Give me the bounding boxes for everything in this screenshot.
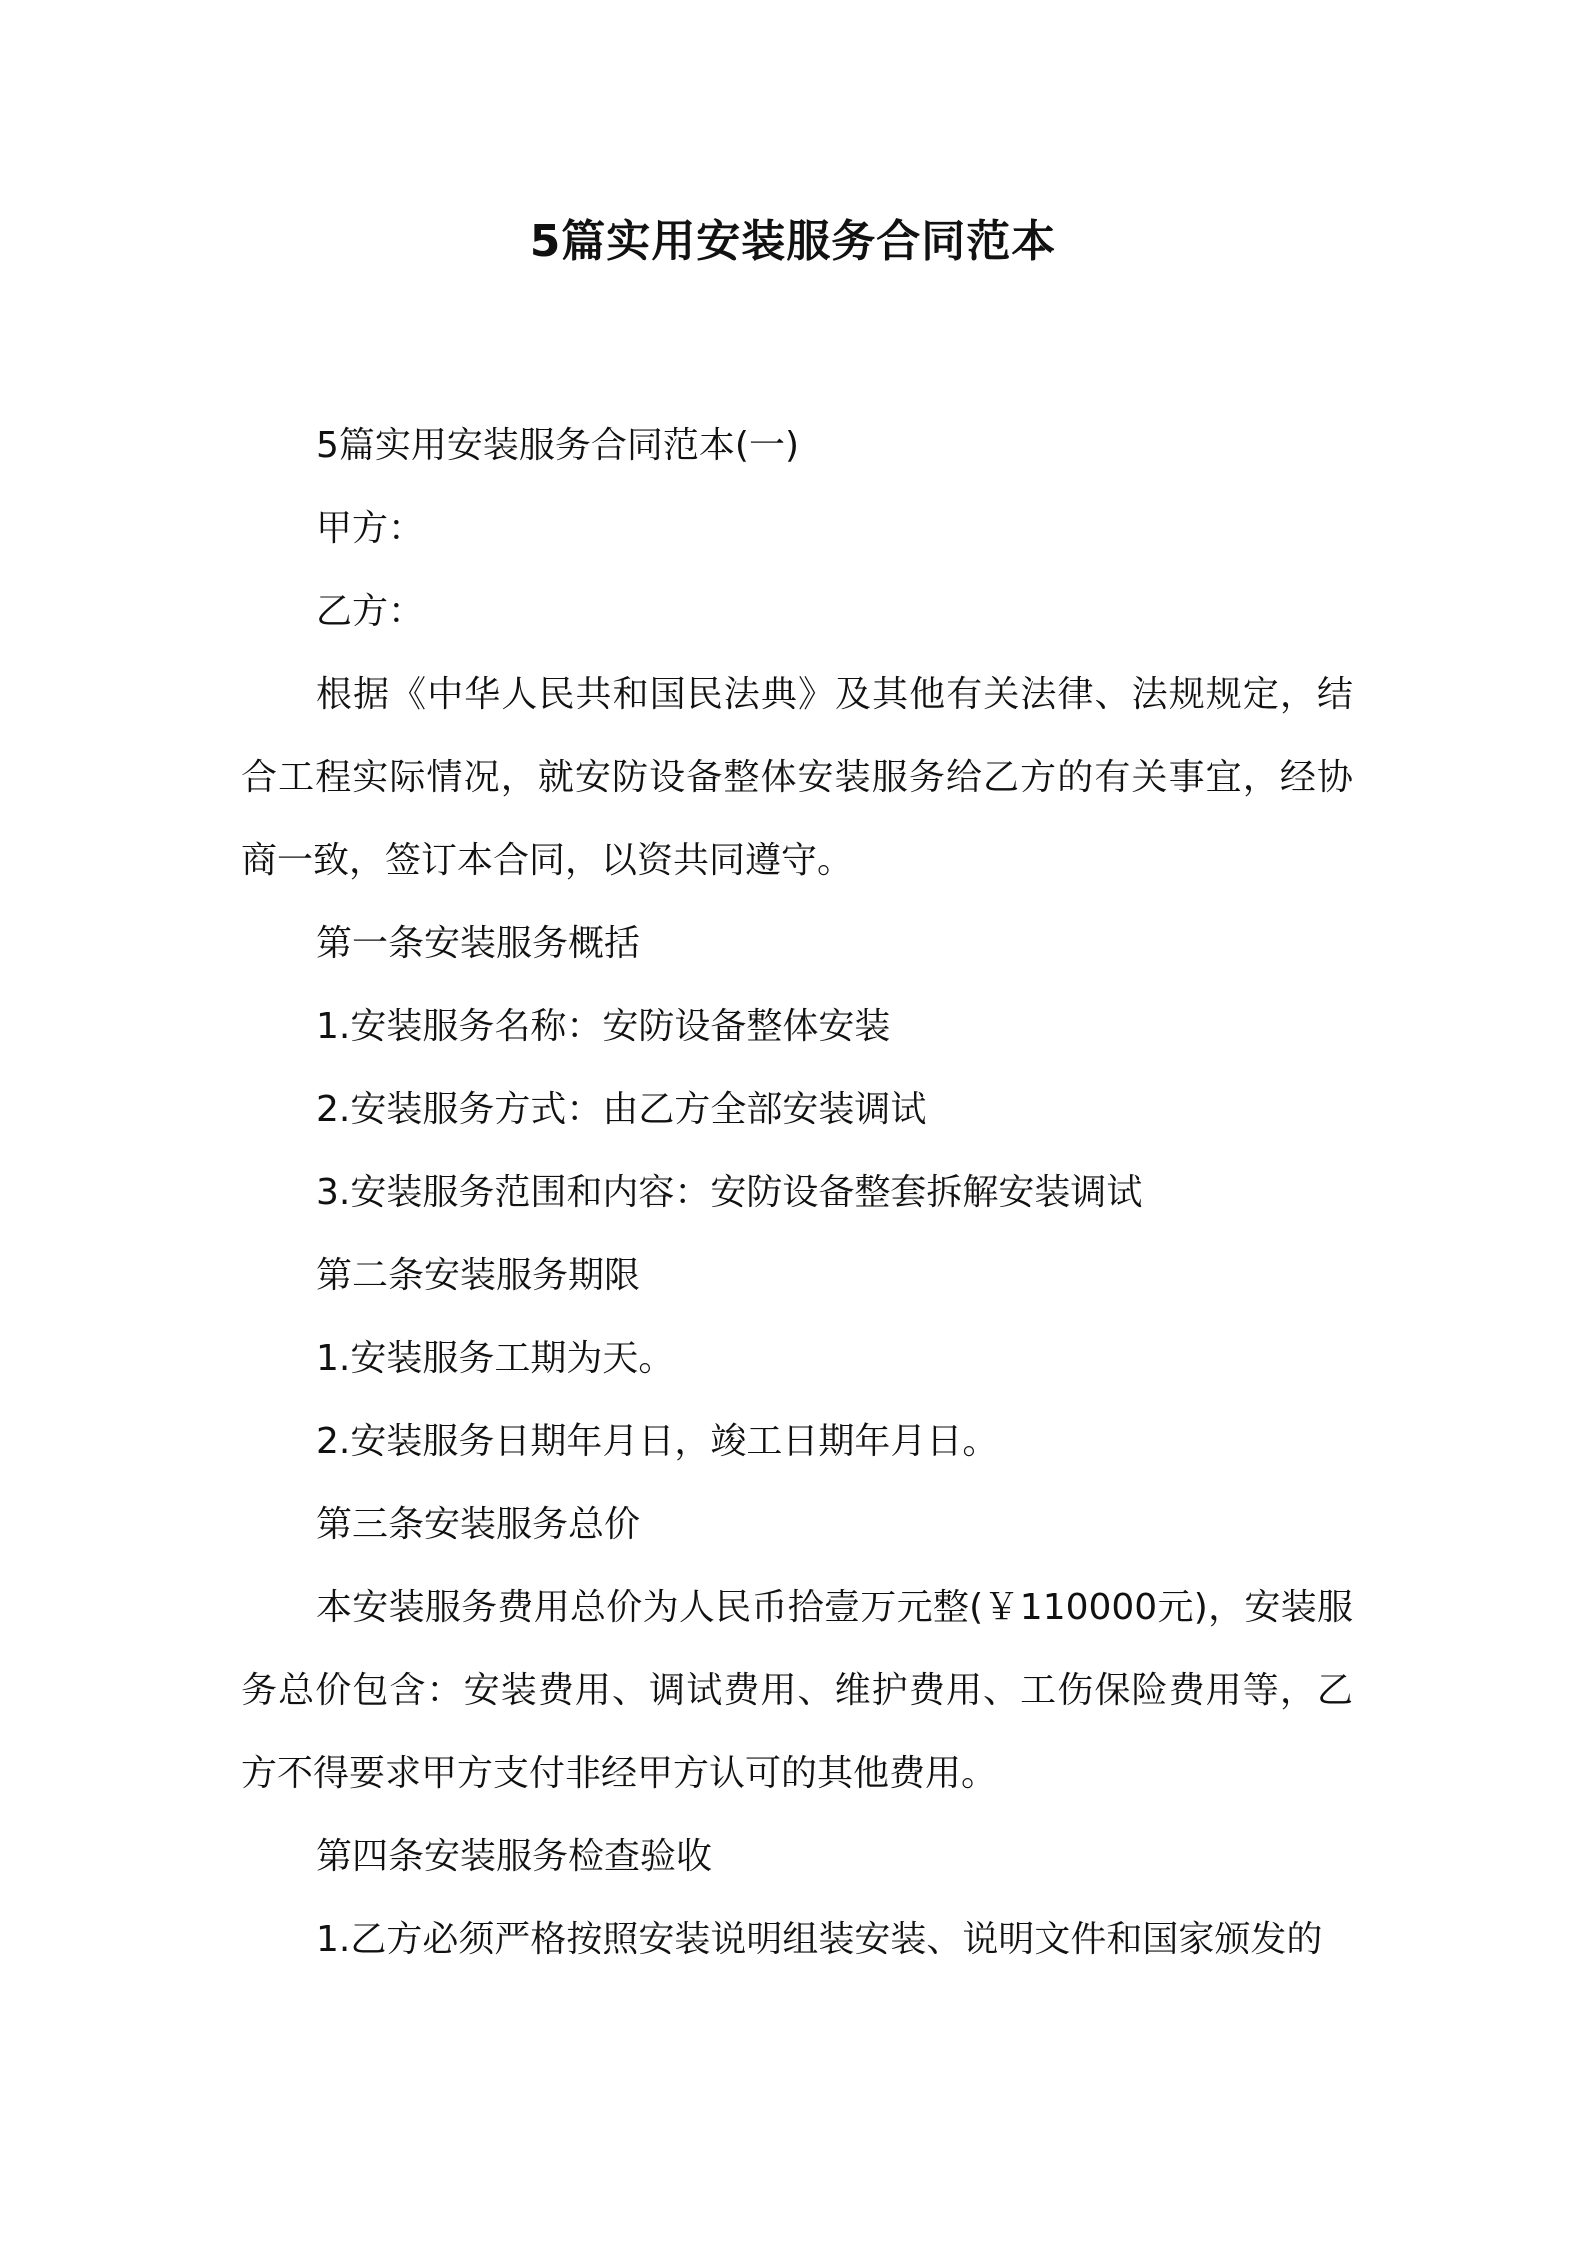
document-title: 5篇实用安装服务合同范本 <box>529 216 1057 267</box>
party-b-line: 乙方： <box>316 591 425 632</box>
article-4-item-1: 1.乙方必须严格按照安装说明组装安装、说明文件和国家颁发的 <box>316 1919 1323 1960</box>
article-4-heading: 第四条安装服务检查验收 <box>316 1836 713 1877</box>
article-1-item-2: 2.安装服务方式：由乙方全部安装调试 <box>316 1089 927 1130</box>
article-1-heading: 第一条安装服务概括 <box>316 923 641 964</box>
article-2-item-1: 1.安装服务工期为天。 <box>316 1338 675 1379</box>
article-3-paragraph: 本安装服务费用总价为人民币拾壹万元整(￥110000元)，安装服务总价包含：安装费用、调试费用、维护费用、工伤保险费用等，乙方不得要求甲方支付非经甲方认可的其他费用。 <box>241 1587 1353 1794</box>
article-2-item-2: 2.安装服务日期年月日，竣工日期年月日。 <box>316 1421 999 1462</box>
article-1-item-3: 3.安装服务范围和内容：安防设备整套拆解安装调试 <box>316 1172 1143 1213</box>
contract-subtitle: 5篇实用安装服务合同范本(一) <box>316 425 799 466</box>
document-body <box>241 404 1353 1981</box>
article-1-item-1: 1.安装服务名称：安防设备整体安装 <box>316 1006 891 1047</box>
party-a-line: 甲方： <box>316 508 425 549</box>
preamble-paragraph: 根据《中华人民共和国民法典》及其他有关法律、法规规定，结合工程实际情况，就安防设备整体安装服务给乙方的有关事宜，经协商一致，签订本合同，以资共同遵守。 <box>241 674 1353 881</box>
article-3-heading: 第三条安装服务总价 <box>316 1504 641 1545</box>
article-2-heading: 第二条安装服务期限 <box>316 1255 641 1296</box>
